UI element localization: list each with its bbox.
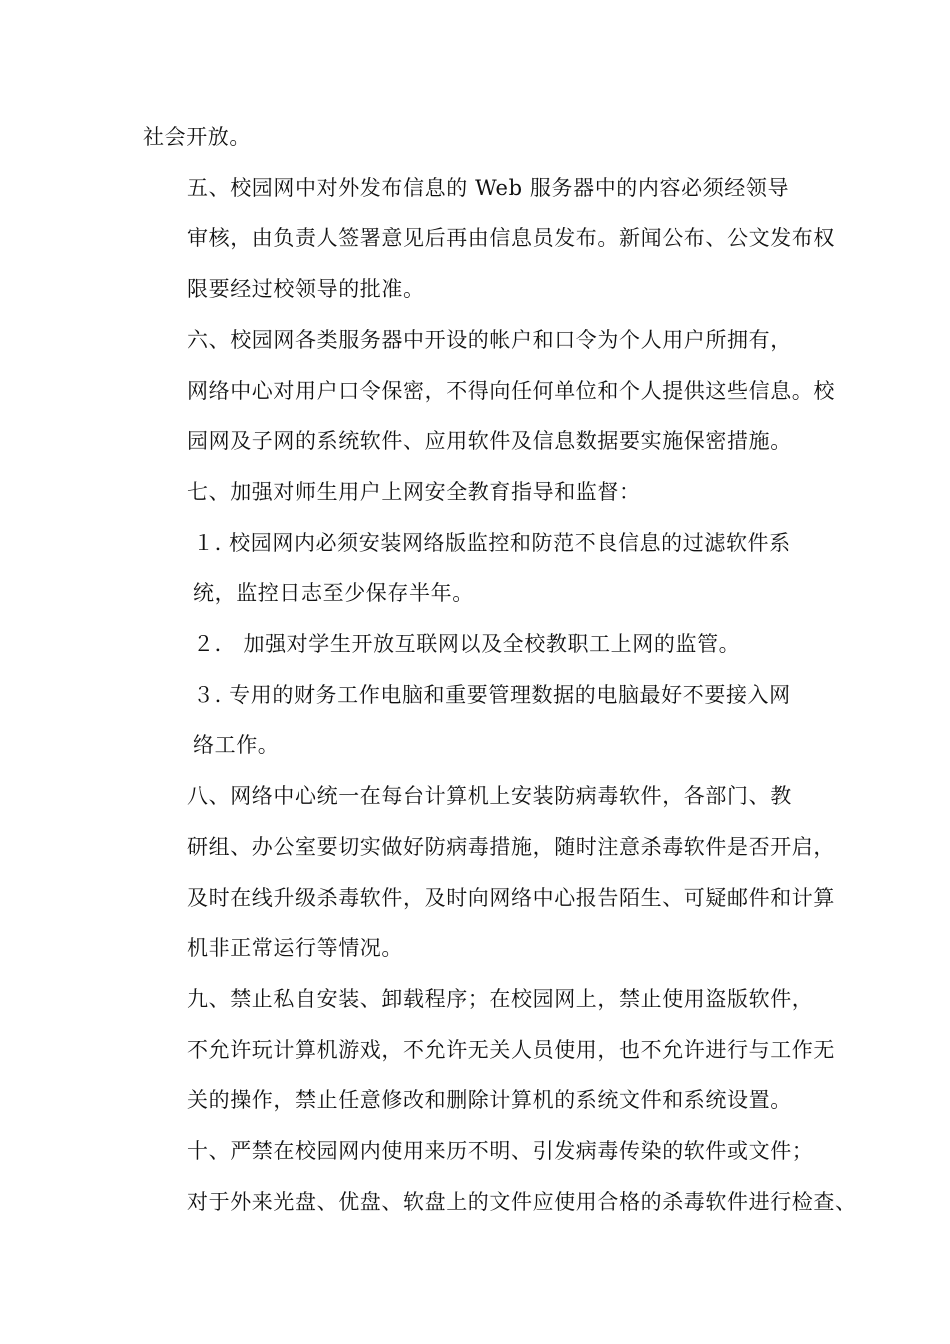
text-line: 九、禁止私自安装、卸载程序；在校园网上，禁止使用盗版软件， [187, 986, 814, 1011]
paragraph-continuation [143, 112, 807, 163]
text-line: 五、校园网中对外发布信息的 Web 服务器中的内容必须经领导 [187, 175, 790, 200]
paragraph-item-7-2 [143, 619, 807, 670]
text-line: 网络中心对用户口令保密，不得向任何单位和个人提供这些信息。校 [187, 378, 835, 403]
text-line: 关的操作，禁止任意修改和删除计算机的系统文件和系统设置。 [187, 1088, 792, 1113]
text-line: 统，监控日志至少保存半年。 [193, 581, 474, 606]
text-line: 络工作。 [193, 733, 280, 758]
text-line: 及时在线升级杀毒软件，及时向网络中心报告陌生、可疑邮件和计算 [187, 885, 835, 910]
paragraph-item-10 [143, 1126, 857, 1227]
paragraph-item-6 [143, 315, 835, 467]
text-line: 研组、办公室要切实做好防病毒措施，随时注意杀毒软件是否开启， [187, 834, 835, 859]
text-line: ３. 专用的财务工作电脑和重要管理数据的电脑最好不要接入网 [193, 682, 791, 707]
text-line: 十、严禁在校园网内使用来历不明、引发病毒传染的软件或文件； [187, 1139, 814, 1164]
text-line: 八、网络中心统一在每台计算机上安装防病毒软件，各部门、教 [187, 784, 792, 809]
text-line: 七、加强对师生用户上网安全教育指导和监督： [187, 479, 641, 504]
text-line: １. 校园网内必须安装网络版监控和防范不良信息的过滤软件系 [193, 530, 791, 555]
paragraph-item-7 [143, 467, 807, 518]
paragraph-item-7-1 [143, 518, 807, 619]
text-line: 不允许玩计算机游戏，不允许无关人员使用，也不允许进行与工作无 [187, 1037, 835, 1062]
text-line: 审核，由负责人签署意见后再由信息员发布。新闻公布、公文发布权 [187, 226, 835, 251]
text-line: 限要经过校领导的批准。 [187, 277, 425, 302]
paragraph-item-9 [143, 974, 835, 1126]
text-line: ２． 加强对学生开放互联网以及全校教职工上网的监管。 [193, 632, 741, 657]
text-line: 园网及子网的系统软件、应用软件及信息数据要实施保密措施。 [187, 429, 792, 454]
text-line: 对于外来光盘、优盘、软盘上的文件应使用合格的杀毒软件进行检查、 [187, 1189, 857, 1214]
paragraph-item-7-3 [143, 670, 807, 771]
document-body [143, 112, 857, 1227]
text-line: 六、校园网各类服务器中开设的帐户和口令为个人用户所拥有， [187, 327, 792, 352]
text-line: 社会开放。 [143, 125, 251, 149]
paragraph-item-8 [143, 771, 835, 974]
paragraph-item-5 [143, 163, 835, 315]
text-line: 机非正常运行等情况。 [187, 936, 403, 961]
